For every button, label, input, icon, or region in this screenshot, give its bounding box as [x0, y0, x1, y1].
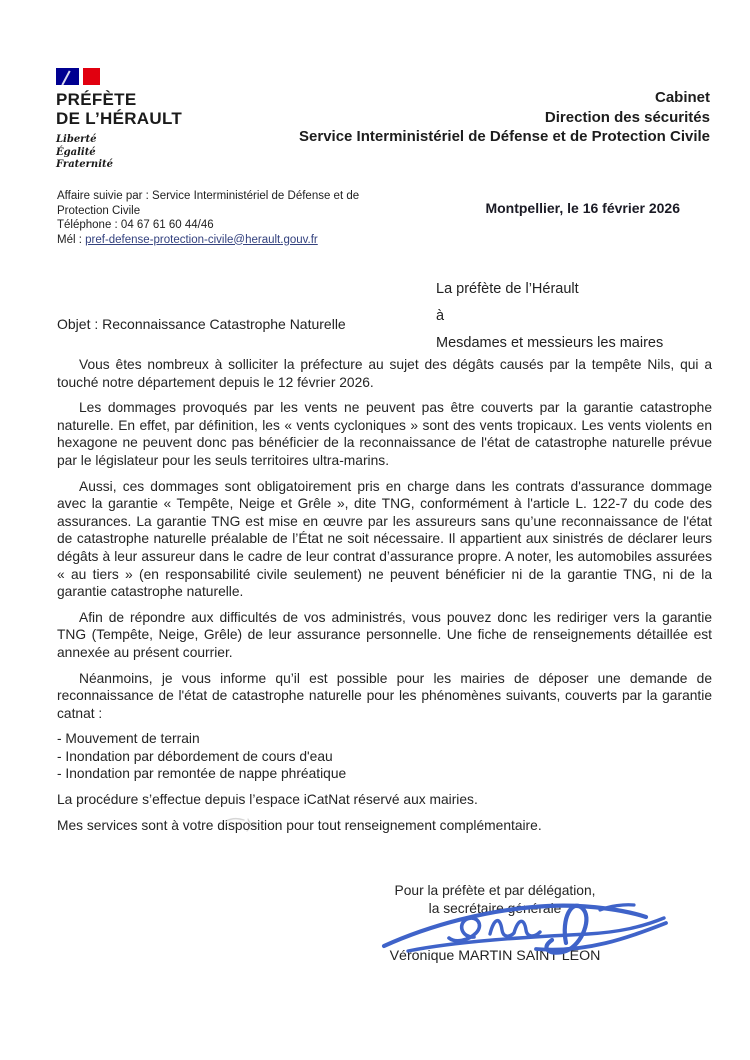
- contact-phone: Téléphone : 04 67 61 60 44/46: [57, 219, 214, 231]
- french-flag-icon: [56, 68, 102, 85]
- phenomena-list: [57, 730, 712, 783]
- paragraph-1: Vous êtes nombreux à solliciter la préfecture au sujet des dégâts causés par la tempête Nils, qui a touché notre département depuis le 12 février 2026.: [57, 357, 712, 390]
- signatory-name: Véronique MARTIN SAINT LÉON: [389, 948, 601, 964]
- contact-email-label: Mél :: [57, 233, 86, 246]
- signature-delegation-line: Pour la préfète et par délégation,: [394, 883, 596, 898]
- flag-blue-stripe: [56, 68, 79, 85]
- paragraph-5: Néanmoins, je vous informe qu’il est possible pour les mairies de déposer une demande de reconnaissance de l'état de catastrophe naturelle pour les phénomènes suivants, couverts par la garantie catnat :: [57, 670, 712, 721]
- recipient-from: La préfète de l’Hérault: [436, 281, 579, 297]
- list-item: - Inondation par débordement de cours d'eau: [57, 748, 333, 764]
- motto-liberte: Liberté: [56, 134, 97, 145]
- recipient-to-word: à: [436, 308, 445, 324]
- subject-line: Objet : Reconnaissance Catastrophe Naturelle: [57, 316, 346, 332]
- flag-red-stripe: [83, 68, 100, 85]
- contact-followed-by: Affaire suivie par : Service Interministériel de Défense et de Protection Civile: [57, 190, 360, 217]
- motto-egalite: Égalité: [56, 146, 96, 158]
- service-header: [150, 88, 710, 147]
- recipient-block: [436, 276, 663, 357]
- signature-title-line: la secrétaire générale: [428, 901, 562, 916]
- handwritten-signature: [378, 896, 670, 958]
- prefecture-name-line1: PRÉFÈTE: [56, 90, 137, 109]
- paragraph-4: Afin de répondre aux difficultés de vos administrés, vous pouvez donc les rediriger vers la garantie TNG (Tempête, Neige, Grêle) de leur assurance personnelle. Une fiche de renseignements détaillée est annexée au présent courrier.: [57, 609, 712, 660]
- dateline: Montpellier, le 16 février 2026: [485, 200, 680, 216]
- paragraph-3: Aussi, ces dommages sont obligatoirement pris en charge dans les contrats d'assurance dommage avec la garantie « Tempête, Neige et Grêle », dite TNG, conformément à l'article L. 122-7 du code des assurances. La garantie TNG est mise en œuvre par les assureurs sans qu’une reconnaissance de l'état de catastrophe naturelle préalable de l’État ne soit nécessaire. Il appartient aux sinistrés de déclarer leurs dégâts à leur assureur dans le cadre de leur contrat d’assurance propre. A noter, les automobiles assurées « au tiers » (en responsabilité civile seulement) ne peuvent bénéficier ni de la garantie TNG, ni de la garantie catastrophe naturelle.: [57, 478, 712, 600]
- list-item: - Inondation par remontée de nappe phréatique: [57, 766, 347, 782]
- list-item: - Mouvement de terrain: [57, 731, 200, 747]
- pencil-scratch-mark: [222, 814, 272, 834]
- header-direction: Direction des sécurités: [544, 108, 710, 126]
- contact-email-link[interactable]: pref-defense-protection-civile@herault.gouv.fr: [85, 233, 318, 246]
- paragraph-7: Mes services sont à votre disposition pour tout renseignement complémentaire.: [57, 817, 542, 833]
- paragraph-2: Les dommages provoqués par les vents ne peuvent pas être couverts par la garantie catastrophe naturelle. En effet, par définition, les « vents cycloniques » sont des vents tropicaux. Les vents violents en hexagone ne peuvent donc pas bénéficier de la reconnaissance de l'état de catastrophe naturelle prévue par le législateur pour les seuls territoires ultra-marins.: [57, 400, 712, 468]
- letter-body: [57, 356, 712, 842]
- paragraph-6: La procédure s’effectue depuis l’espace iCatNat réservé aux mairies.: [57, 792, 478, 808]
- motto-fraternite: Fraternité: [56, 159, 113, 170]
- contact-email-line: [57, 233, 387, 248]
- contact-block: [57, 189, 387, 247]
- recipient-to: Mesdames et messieurs les maires: [436, 335, 664, 351]
- prefecture-name-line2: DE L’HÉRAULT: [56, 109, 183, 128]
- header-cabinet: Cabinet: [654, 89, 710, 106]
- header-service: Service Interministériel de Défense et de Protection Civile: [299, 128, 710, 145]
